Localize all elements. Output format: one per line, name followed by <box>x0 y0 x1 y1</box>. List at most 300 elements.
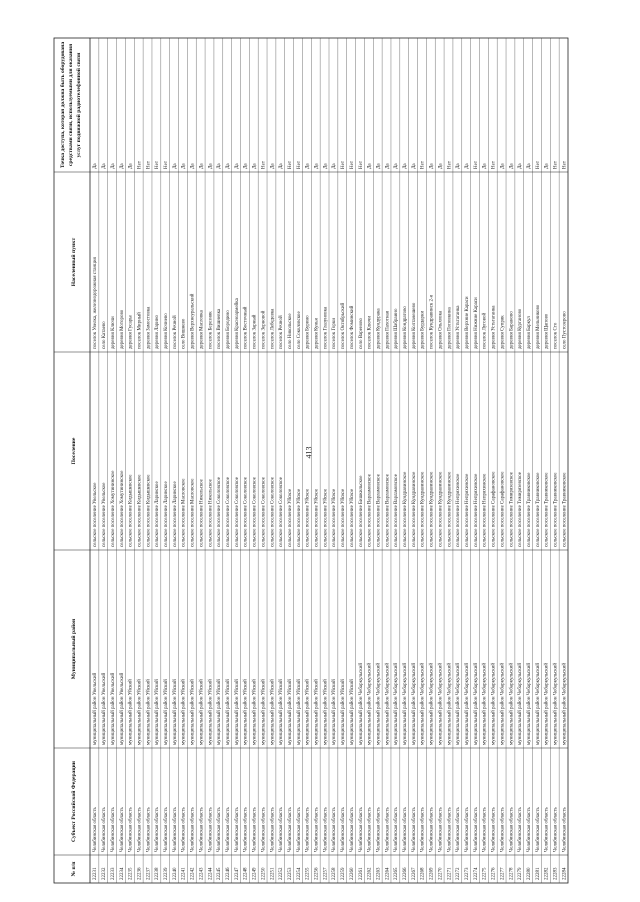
cell-locality: поселок Зерновой <box>261 310 267 349</box>
cell-num: 22233 <box>110 867 116 880</box>
cell-access: Нет <box>491 160 497 169</box>
cell-district: муниципальный район Уйский <box>234 679 240 745</box>
cell-locality: поселок Мирный <box>137 312 143 349</box>
cell-settlement: сельское поселение Непряхинское <box>465 473 471 547</box>
header-district: Муниципальный район <box>71 618 77 680</box>
cell-subject: Челябинская область <box>181 807 187 852</box>
cell-subject: Челябинская область <box>234 807 240 852</box>
cell-num: 22275 <box>482 867 488 880</box>
cell-access: Да <box>217 163 223 169</box>
cell-subject: Челябинская область <box>349 807 355 852</box>
cell-subject: Челябинская область <box>217 807 223 852</box>
cell-locality: село Вареново <box>358 317 364 349</box>
cell-num: 22255 <box>305 867 311 880</box>
cell-subject: Челябинская область <box>279 807 285 852</box>
cell-subject: Челябинская область <box>526 807 532 852</box>
cell-settlement: сельское поселение Хомутининское <box>119 470 125 547</box>
cell-district: муниципальный район Уйский <box>261 679 267 745</box>
cell-num: 22263 <box>376 867 382 880</box>
cell-access: Да <box>526 163 532 169</box>
cell-settlement: сельское поселение Сарафановское <box>500 471 506 547</box>
cell-locality: поселок Ключи <box>367 315 373 349</box>
cell-access: Да <box>544 163 550 169</box>
cell-district: муниципальный район Чебаркульский <box>518 662 524 745</box>
cell-locality: деревня Бараново <box>509 311 515 349</box>
cell-num: 22280 <box>526 867 532 880</box>
cell-locality: деревня Шабраино <box>394 308 400 349</box>
cell-district: муниципальный район Уйский <box>172 679 178 745</box>
cell-num: 22279 <box>518 867 524 880</box>
cell-subject: Челябинская область <box>137 807 143 852</box>
cell-access: Нет <box>447 160 453 169</box>
cell-access: Да <box>500 163 506 169</box>
cell-subject: Челябинская область <box>509 807 515 852</box>
cell-settlement: сельское поселение Соколовское <box>217 477 223 547</box>
cell-locality: поселок Речной <box>172 315 178 349</box>
cell-settlement: сельское поселение Кидышевское <box>146 474 152 547</box>
cell-subject: Челябинская область <box>447 807 453 852</box>
cell-district: муниципальный район Чебаркульский <box>465 662 471 745</box>
cell-subject: Челябинская область <box>403 807 409 852</box>
cell-access: Нет <box>261 160 267 169</box>
cell-num: 22234 <box>119 867 125 880</box>
cell-access: Нет <box>420 160 426 169</box>
cell-settlement: сельское поселение Кундравинское <box>438 471 444 547</box>
cell-locality: поселок Сто <box>553 322 559 349</box>
cell-num: 22266 <box>403 867 409 880</box>
cell-access: Да <box>482 163 488 169</box>
cell-access: Нет <box>473 160 479 169</box>
cell-num: 22246 <box>226 867 232 880</box>
header-access-line: средствами связи, используемыми для оказания <box>68 43 74 167</box>
header-access-line: услуг подвижной радиотелефонной связи <box>76 52 82 158</box>
cell-subject: Челябинская область <box>385 807 391 852</box>
cell-subject: Челябинская область <box>358 807 364 852</box>
cell-settlement: сельское поселение Травниковское <box>544 472 550 547</box>
cell-access: Нет <box>358 160 364 169</box>
cell-district: муниципальный район Уйский <box>305 679 311 745</box>
cell-access: Нет <box>146 160 152 169</box>
cell-locality: деревня Бурдарки <box>420 310 426 349</box>
cell-district: муниципальный район Чебаркульский <box>438 662 444 745</box>
cell-subject: Челябинская область <box>261 807 267 852</box>
cell-access: Нет <box>137 160 143 169</box>
cell-locality: деревня Баркул <box>526 316 532 349</box>
cell-access: Да <box>270 163 276 169</box>
header-subject: Субъект Российской Федерации <box>71 760 77 843</box>
cell-num: 22258 <box>332 867 338 880</box>
cell-district: муниципальный район Уйский <box>199 679 205 745</box>
cell-settlement: сельское поселение Тимирязевское <box>518 472 524 547</box>
cell-locality: деревня Устьтаганка <box>491 305 497 349</box>
cell-access: Да <box>305 163 311 169</box>
cell-subject: Челябинская область <box>332 807 338 852</box>
cell-access: Да <box>456 163 462 169</box>
cell-num: 22254 <box>296 867 302 880</box>
cell-locality: поселок Глазуновка <box>323 306 329 349</box>
cell-subject: Челябинская область <box>93 807 99 852</box>
cell-access: Да <box>208 163 214 169</box>
cell-locality: деревня Курганово <box>518 308 524 349</box>
cell-num: 22262 <box>367 867 373 880</box>
cell-subject: Челябинская область <box>323 807 329 852</box>
cell-access: Да <box>465 163 471 169</box>
cell-access: Да <box>93 163 99 169</box>
cell-access: Да <box>252 163 258 169</box>
cell-subject: Челябинская область <box>376 807 382 852</box>
cell-subject: Челябинская область <box>110 807 116 852</box>
cell-settlement: сельское поселение Варламовское <box>376 474 382 547</box>
cell-settlement: сельское поселение Увельское <box>93 482 99 547</box>
cell-settlement: сельское поселение Кундравинское <box>429 471 435 547</box>
cell-district: муниципальный район Увельский <box>110 672 116 745</box>
cell-district: муниципальный район Уйский <box>181 679 187 745</box>
cell-settlement: сельское поселение Масловское <box>190 478 196 547</box>
cell-locality: деревня Поповкина <box>447 307 453 349</box>
cell-access: Нет <box>287 160 293 169</box>
cell-subject: Челябинская область <box>465 807 471 852</box>
cell-num: 22273 <box>465 867 471 880</box>
cell-district: муниципальный район Уйский <box>155 679 161 745</box>
cell-num: 22232 <box>102 867 108 880</box>
cell-settlement: сельское поселение Соколовское <box>252 477 258 547</box>
cell-num: 22271 <box>447 867 453 880</box>
cell-access: Да <box>385 163 391 169</box>
cell-subject: Челябинская область <box>535 807 541 852</box>
cell-num: 22257 <box>323 867 329 880</box>
cell-settlement: сельское поселение Травниковское <box>535 472 541 547</box>
cell-num: 22274 <box>473 867 479 880</box>
cell-settlement: сельское поселение Соколовское <box>226 477 232 547</box>
cell-district: муниципальный район Уйский <box>323 679 329 745</box>
cell-district: муниципальный район Чебаркульский <box>420 662 426 745</box>
cell-locality: поселок Горки <box>332 317 338 349</box>
cell-locality: деревня Масловка <box>199 310 205 349</box>
cell-locality: деревня Бородино <box>226 310 232 349</box>
cell-num: 22240 <box>172 867 178 880</box>
header-locality: Населенный пункт <box>71 237 77 287</box>
cell-settlement: сельское поселение Варламовское <box>367 474 373 547</box>
cell-num: 22277 <box>500 867 506 880</box>
cell-district: муниципальный район Чебаркульский <box>367 662 373 745</box>
cell-access: Нет <box>562 160 568 169</box>
cell-access: Да <box>518 163 524 169</box>
cell-settlement: сельское поселение Кидышевское <box>137 474 143 547</box>
cell-num: 22249 <box>252 867 258 880</box>
cell-locality: деревня Пахотная <box>385 310 391 349</box>
cell-settlement: сельское поселение Кундравинское <box>447 471 453 547</box>
cell-num: 22235 <box>128 867 134 880</box>
cell-district: муниципальный район Уйский <box>270 679 276 745</box>
cell-settlement: сельское поселение Хомутининское <box>110 470 116 547</box>
cell-settlement: сельское поселение Масловское <box>181 478 187 547</box>
cell-access: Да <box>110 163 116 169</box>
cell-subject: Челябинская область <box>252 807 258 852</box>
cell-locality: поселок Октябрьский <box>341 302 347 349</box>
cell-locality: поселок Вишневка <box>217 308 223 349</box>
cell-settlement: сельское поселение Соколовское <box>234 477 240 547</box>
cell-locality: деревня Устьтаганка <box>456 305 462 349</box>
cell-district: муниципальный район Уйский <box>287 679 293 745</box>
cell-locality: деревня Кондратово <box>403 306 409 349</box>
cell-subject: Челябинская область <box>473 807 479 852</box>
cell-locality: деревня Красноармейка <box>234 298 240 349</box>
cell-district: муниципальный район Увельский <box>93 672 99 745</box>
cell-locality: деревня Мельниково <box>535 304 541 349</box>
cell-settlement: сельское поселение Кундравинское <box>403 471 409 547</box>
cell-locality: поселок Зарный <box>252 314 258 349</box>
cell-num: 22237 <box>146 867 152 880</box>
cell-num: 22244 <box>208 867 214 880</box>
cell-subject: Челябинская область <box>482 807 488 852</box>
cell-district: муниципальный район Уйский <box>332 679 338 745</box>
cell-settlement: сельское поселение Ларинское <box>155 481 161 547</box>
cell-district: муниципальный район Чебаркульский <box>376 662 382 745</box>
cell-settlement: сельское поселение Кундравинское <box>420 471 426 547</box>
header-settlement: Поселение <box>71 437 77 465</box>
cell-locality: деревня Бурино <box>305 315 311 349</box>
cell-num: 22284 <box>562 867 568 880</box>
cell-subject: Челябинская область <box>341 807 347 852</box>
cell-access: Да <box>394 163 400 169</box>
cell-settlement: сельское поселение Уйское <box>305 488 311 547</box>
cell-num: 22276 <box>491 867 497 880</box>
cell-district: муниципальный район Уйский <box>146 679 152 745</box>
cell-district: муниципальный район Чебаркульский <box>456 662 462 745</box>
cell-settlement: сельское поселение Кундравинское <box>411 471 417 547</box>
cell-subject: Челябинская область <box>164 807 170 852</box>
cell-locality: поселок Увелка, железнодорожная станция <box>93 257 99 349</box>
cell-num: 22250 <box>261 867 267 880</box>
cell-district: муниципальный район Чебаркульский <box>509 662 515 745</box>
cell-district: муниципальный район Уйский <box>243 679 249 745</box>
cell-subject: Челябинская область <box>314 807 320 852</box>
cell-access: Нет <box>164 160 170 169</box>
cell-access: Да <box>411 163 417 169</box>
cell-num: 22278 <box>509 867 515 880</box>
cell-num: 22231 <box>93 867 99 880</box>
cell-locality: поселок Восточный <box>243 306 249 349</box>
cell-access: Нет <box>535 160 541 169</box>
cell-settlement: сельское поселение Уйское <box>323 488 329 547</box>
cell-locality: поселок Речной <box>279 315 285 349</box>
cell-subject: Челябинская область <box>438 807 444 852</box>
cell-locality: деревня Нижние Караси <box>473 297 479 349</box>
cell-access: Да <box>438 163 444 169</box>
cell-subject: Челябинская область <box>155 807 161 852</box>
cell-subject: Челябинская область <box>270 807 276 852</box>
cell-subject: Челябинская область <box>102 807 108 852</box>
cell-subject: Челябинская область <box>190 807 196 852</box>
cell-settlement: сельское поселение Травниковское <box>562 472 568 547</box>
header-num: № п/п <box>71 861 77 877</box>
cell-access: Да <box>367 163 373 169</box>
cell-settlement: сельское поселение Травниковское <box>526 472 532 547</box>
cell-num: 22265 <box>394 867 400 880</box>
cell-num: 22281 <box>535 867 541 880</box>
cell-access: Да <box>119 163 125 169</box>
cell-settlement: сельское поселение Непряхинское <box>473 473 479 547</box>
cell-locality: село Вишнево <box>181 318 187 349</box>
cell-access: Да <box>190 163 196 169</box>
cell-subject: Челябинская область <box>128 807 134 852</box>
header-access-line: Точка доступа, которая должна быть оборудована <box>60 41 66 169</box>
cell-access: Да <box>102 163 108 169</box>
cell-district: муниципальный район Чебаркульский <box>358 662 364 745</box>
cell-settlement: сельское поселение Тимирязевское <box>509 472 515 547</box>
cell-subject: Челябинская область <box>199 807 205 852</box>
cell-num: 22242 <box>190 867 196 880</box>
cell-settlement: сельское поселение Уйское <box>314 488 320 547</box>
cell-subject: Челябинская область <box>456 807 462 852</box>
cell-locality: деревня Щапово <box>544 313 550 349</box>
cell-access: Да <box>429 163 435 169</box>
cell-access: Да <box>509 163 515 169</box>
cell-access: Да <box>243 163 249 169</box>
cell-subject: Челябинская область <box>208 807 214 852</box>
cell-num: 22259 <box>341 867 347 880</box>
cell-access: Нет <box>553 160 559 169</box>
cell-settlement: сельское поселение Соколовское <box>279 477 285 547</box>
cell-locality: село Соколовское <box>296 311 302 349</box>
cell-locality: деревня Кочнево <box>164 313 170 349</box>
cell-subject: Челябинская область <box>287 807 293 852</box>
cell-num: 22252 <box>279 867 285 880</box>
cell-access: Да <box>323 163 329 169</box>
cell-district: муниципальный район Увельский <box>119 672 125 745</box>
cell-subject: Челябинская область <box>420 807 426 852</box>
cell-locality: поселок Лебедевка <box>270 308 276 349</box>
cell-num: 22236 <box>137 867 143 880</box>
cell-num: 22239 <box>164 867 170 880</box>
cell-access: Да <box>314 163 320 169</box>
cell-locality: поселок Луговой <box>482 312 488 349</box>
cell-num: 22253 <box>287 867 293 880</box>
cell-locality: деревня Верхние Караси <box>465 296 471 349</box>
cell-access: Да <box>376 163 382 169</box>
cell-locality: поселок Березняк <box>208 311 214 349</box>
cell-num: 22260 <box>349 867 355 880</box>
cell-district: муниципальный район Уйский <box>190 679 196 745</box>
cell-settlement: сельское поселение Ларинское <box>172 481 178 547</box>
cell-district: муниципальный район Чебаркульский <box>535 662 541 745</box>
cell-locality: село Никольское <box>287 313 293 349</box>
cell-subject: Челябинская область <box>518 807 524 852</box>
cell-num: 22267 <box>411 867 417 880</box>
cell-subject: Челябинская область <box>500 807 506 852</box>
cell-settlement: сельское поселение Травниковское <box>553 472 559 547</box>
cell-settlement: сельское поселение Варламовское <box>394 474 400 547</box>
cell-num: 22272 <box>456 867 462 880</box>
cell-district: муниципальный район Уйский <box>208 679 214 745</box>
cell-settlement: сельское поселение Ларинское <box>164 481 170 547</box>
cell-subject: Челябинская область <box>429 807 435 852</box>
cell-district: муниципальный район Чебаркульский <box>394 662 400 745</box>
cell-num: 22256 <box>314 867 320 880</box>
cell-access: Нет <box>349 160 355 169</box>
cell-subject: Челябинская область <box>553 807 559 852</box>
cell-settlement: сельское поселение Уйское <box>287 488 293 547</box>
cell-district: муниципальный район Чебаркульский <box>562 662 568 745</box>
cell-subject: Челябинская область <box>411 807 417 852</box>
cell-locality: деревня Гусары <box>128 315 134 349</box>
cell-settlement: сельское поселение Никольское <box>199 479 205 547</box>
cell-district: муниципальный район Чебаркульский <box>500 662 506 745</box>
cell-district: муниципальный район Уйский <box>279 679 285 745</box>
cell-num: 22238 <box>155 867 161 880</box>
cell-settlement: сельское поселение Увельское <box>102 482 108 547</box>
cell-settlement: сельское поселение Соколовское <box>243 477 249 547</box>
cell-settlement: сельское поселение Уйское <box>341 488 347 547</box>
cell-district: муниципальный район Чебаркульский <box>429 662 435 745</box>
cell-access: Нет <box>155 160 161 169</box>
cell-num: 22247 <box>234 867 240 880</box>
cell-district: муниципальный район Уйский <box>341 679 347 745</box>
cell-subject: Челябинская область <box>226 807 232 852</box>
cell-num: 22282 <box>544 867 550 880</box>
cell-locality: деревня Кундурака <box>376 308 382 349</box>
cell-num: 22264 <box>385 867 391 880</box>
cell-district: муниципальный район Чебаркульский <box>447 662 453 745</box>
cell-subject: Челябинская область <box>296 807 302 852</box>
cell-district: муниципальный район Уйский <box>164 679 170 745</box>
cell-district: муниципальный район Чебаркульский <box>491 662 497 745</box>
cell-district: муниципальный район Чебаркульский <box>553 662 559 745</box>
cell-locality: деревня Замостовка <box>146 306 152 349</box>
cell-settlement: сельское поселение Никольское <box>208 479 214 547</box>
cell-locality: село Пустозерово <box>562 311 568 349</box>
cell-locality: деревня Ольховка <box>438 310 444 349</box>
cell-locality: деревня Колтанешево <box>411 302 417 349</box>
cell-num: 22268 <box>420 867 426 880</box>
cell-locality: поселок Фоминский <box>349 305 355 349</box>
cell-district: муниципальный район Уйский <box>137 679 143 745</box>
cell-num: 22261 <box>358 867 364 880</box>
cell-locality: деревня Супряк <box>500 315 506 349</box>
cell-access: Да <box>181 163 187 169</box>
cell-subject: Челябинская область <box>172 807 178 852</box>
cell-district: муниципальный район Чебаркульский <box>385 662 391 745</box>
cell-access: Да <box>128 163 134 169</box>
cell-settlement: сельское поселение Уйское <box>296 488 302 547</box>
cell-settlement: сельское поселение Непряхинское <box>456 473 462 547</box>
cell-access: Нет <box>341 160 347 169</box>
cell-locality: деревня Ключи <box>110 316 116 349</box>
cell-settlement: сельское поселение Непряхинское <box>482 473 488 547</box>
cell-subject: Челябинская область <box>367 807 373 852</box>
cell-locality: деревня Ларино <box>155 314 161 349</box>
cell-subject: Челябинская область <box>305 807 311 852</box>
cell-locality: село Катаево <box>102 321 108 349</box>
cell-settlement: сельское поселение Бишкильское <box>358 475 364 547</box>
cell-subject: Челябинская область <box>394 807 400 852</box>
cell-access: Да <box>172 163 178 169</box>
cell-settlement: сельское поселение Соколовское <box>261 477 267 547</box>
cell-locality: деревня Верхнеуральский <box>190 293 196 349</box>
cell-num: 22245 <box>217 867 223 880</box>
cell-num: 22243 <box>199 867 205 880</box>
cell-settlement: сельское поселение Уйское <box>332 488 338 547</box>
cell-district: муниципальный район Уйский <box>226 679 232 745</box>
cell-num: 22270 <box>438 867 444 880</box>
cell-district: муниципальный район Увельский <box>102 672 108 745</box>
cell-settlement: сельское поселение Кидышевское <box>128 474 134 547</box>
cell-locality: деревня Моторово <box>119 309 125 349</box>
cell-district: муниципальный район Уйский <box>217 679 223 745</box>
cell-access: Да <box>279 163 285 169</box>
cell-subject: Челябинская область <box>562 807 568 852</box>
cell-subject: Челябинская область <box>491 807 497 852</box>
